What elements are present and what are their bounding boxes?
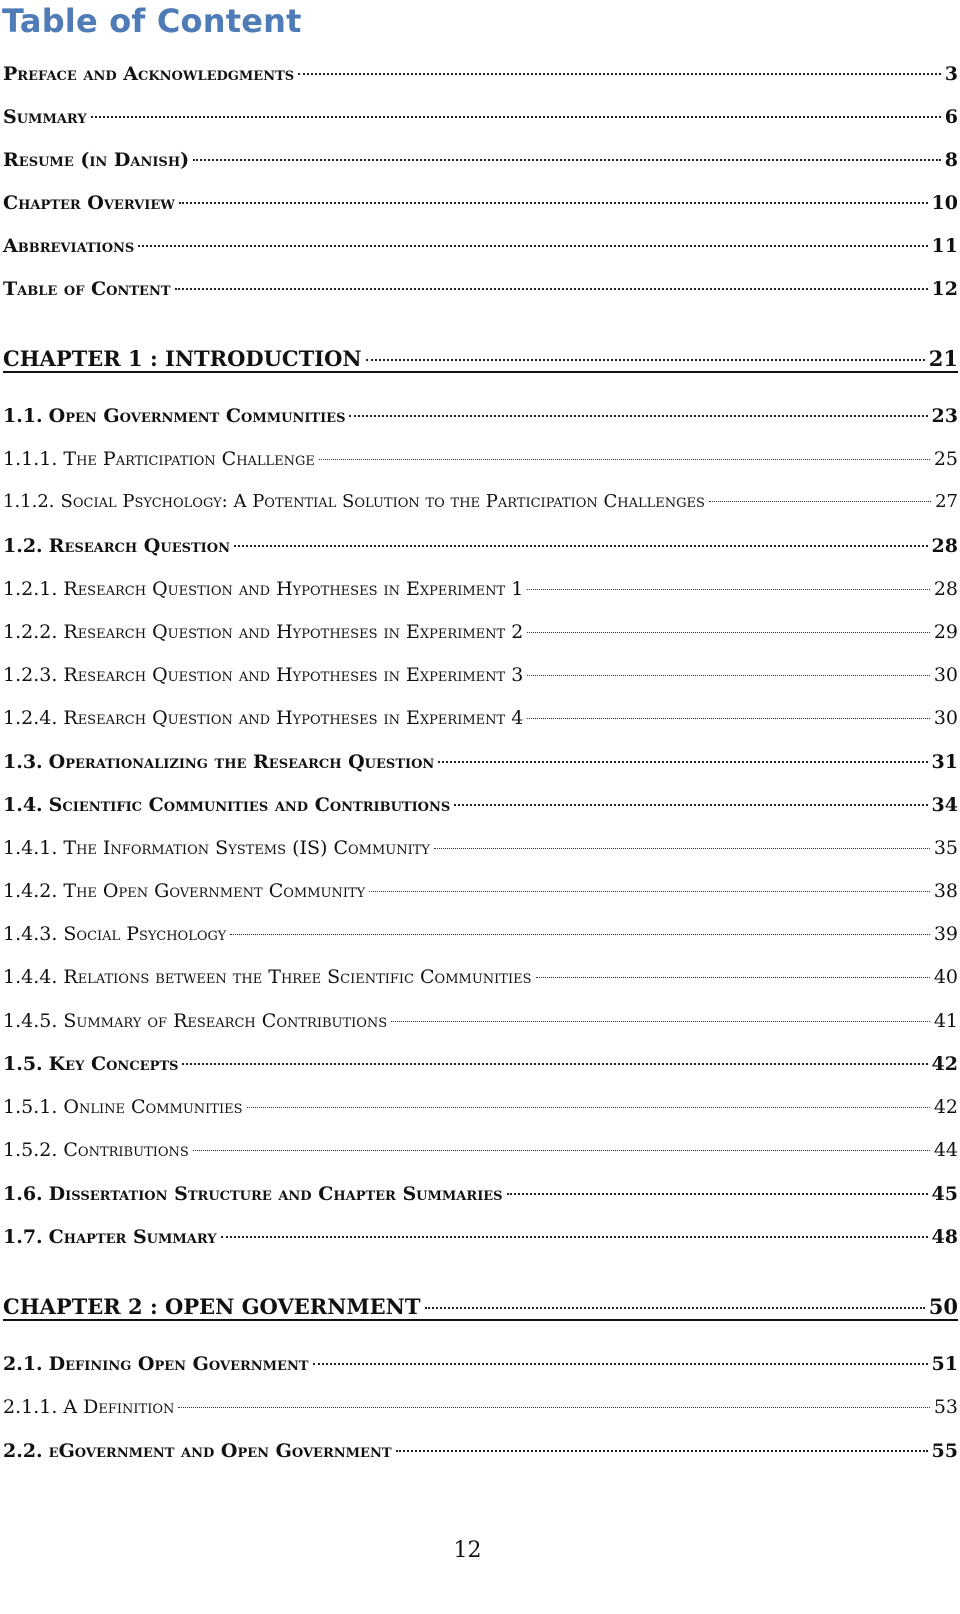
toc-entry-label: Summary of Research Contributions xyxy=(63,1010,388,1032)
dot-leader xyxy=(527,632,929,633)
toc-entry-number: 1.7. xyxy=(3,1226,43,1248)
toc-entry-number: 1.4.1. xyxy=(3,837,58,859)
toc-entry-page: 42 xyxy=(933,1096,958,1118)
toc-entry-page: 51 xyxy=(931,1353,958,1375)
toc-entry-page: 11 xyxy=(931,235,958,257)
toc-entry-page: 23 xyxy=(931,405,958,427)
dot-leader xyxy=(396,1450,928,1452)
toc-subsection-1-1-1[interactable] xyxy=(3,447,958,471)
toc-entry-label: Research Question and Hypotheses in Experiment 2 xyxy=(63,621,524,643)
dot-leader xyxy=(454,804,927,806)
toc-entry-page: 12 xyxy=(931,278,958,300)
toc-section-2-1[interactable] xyxy=(3,1352,958,1376)
dot-leader xyxy=(369,891,930,892)
toc-entry-label: Chapter Summary xyxy=(48,1226,217,1248)
dot-leader xyxy=(527,718,929,719)
toc-entry-number: 1.5.2. xyxy=(3,1139,58,1161)
dot-leader xyxy=(298,73,941,75)
toc-subsection-2-1-1[interactable] xyxy=(3,1395,958,1419)
toc-entry-number: 1.5.1. xyxy=(3,1096,58,1118)
dot-leader xyxy=(247,1107,930,1108)
toc-subsection-1-4-3[interactable] xyxy=(3,922,958,946)
toc-entry-page: 45 xyxy=(931,1183,958,1205)
toc-entry-page: 30 xyxy=(933,707,958,729)
toc-entry-abbreviations[interactable] xyxy=(3,234,958,258)
toc-entry-page: 50 xyxy=(928,1294,958,1319)
dot-leader xyxy=(230,934,930,935)
dot-leader xyxy=(366,359,925,361)
toc-entry-label: Online Communities xyxy=(63,1096,243,1118)
toc-entry-label: Research Question and Hypotheses in Experiment 1 xyxy=(63,578,524,600)
toc-entry-summary[interactable] xyxy=(3,105,958,129)
toc-entry-label: Dissertation Structure and Chapter Summaries xyxy=(48,1183,503,1205)
toc-entry-page: 41 xyxy=(933,1010,958,1032)
dot-leader xyxy=(193,1150,930,1151)
dot-leader xyxy=(178,1407,929,1408)
toc-entry-page: 48 xyxy=(931,1226,958,1248)
toc-subsection-1-5-1[interactable] xyxy=(3,1095,958,1119)
toc-entry-label: eGovernment and Open Government xyxy=(48,1440,392,1462)
toc-entry-page: 27 xyxy=(935,491,958,512)
toc-entry-preface[interactable] xyxy=(3,62,958,86)
toc-chapter-2[interactable] xyxy=(3,1295,958,1321)
toc-entry-number: 1.1.2. xyxy=(3,491,55,512)
toc-entry-number: 2.2. xyxy=(3,1440,43,1462)
toc-entry-number: 1.1. xyxy=(3,405,43,427)
dot-leader xyxy=(193,159,941,161)
toc-entry-label: Scientific Communities and Contributions xyxy=(48,794,451,816)
toc-entry-number: 1.2.2. xyxy=(3,621,58,643)
toc-section-1-6[interactable] xyxy=(3,1182,958,1206)
toc-entry-number: 1.2.4. xyxy=(3,707,58,729)
toc-entry-table-of-content[interactable] xyxy=(3,277,958,301)
toc-entry-number: 1.6. xyxy=(3,1183,43,1205)
toc-subsection-1-4-5[interactable] xyxy=(3,1009,958,1033)
toc-entry-number: 2.1.1. xyxy=(3,1396,58,1418)
toc-entry-page: 25 xyxy=(933,448,958,470)
toc-entry-resume[interactable] xyxy=(3,148,958,172)
toc-entry-page: 35 xyxy=(933,837,958,859)
toc-entry-page: 28 xyxy=(933,578,958,600)
toc-entry-label: Defining Open Government xyxy=(48,1353,309,1375)
toc-entry-label: A Definition xyxy=(63,1396,175,1418)
toc-entry-label: Table of Content xyxy=(3,278,171,300)
toc-entry-page: 28 xyxy=(931,535,958,557)
toc-entry-number: 2.1. xyxy=(3,1353,43,1375)
toc-entry-label: Research Question xyxy=(48,535,230,557)
toc-entry-number: 1.4.4. xyxy=(3,966,58,988)
toc-section-2-2[interactable] xyxy=(3,1439,958,1463)
dot-leader xyxy=(175,288,928,290)
dot-leader xyxy=(221,1236,928,1238)
toc-entry-label: Preface and Acknowledgments xyxy=(3,63,295,85)
toc-entry-page: 55 xyxy=(931,1440,958,1462)
toc-entry-label: Open Government Communities xyxy=(48,405,346,427)
table-of-contents xyxy=(3,0,958,1560)
toc-entry-number: 1.4. xyxy=(3,794,43,816)
dot-leader xyxy=(527,675,929,676)
toc-entry-chapter-overview[interactable] xyxy=(3,191,958,215)
toc-entry-page: 3 xyxy=(944,63,958,85)
toc-entry-page: 38 xyxy=(933,880,958,902)
dot-leader xyxy=(138,245,927,247)
toc-entry-number: 1.4.2. xyxy=(3,880,58,902)
toc-entry-page: 39 xyxy=(933,923,958,945)
toc-entry-page: 42 xyxy=(931,1053,958,1075)
toc-entry-number: 1.1.1. xyxy=(3,448,58,470)
dot-leader xyxy=(709,501,931,502)
toc-entry-label: Resume (in Danish) xyxy=(3,149,190,171)
toc-chapter-1[interactable] xyxy=(3,347,958,373)
toc-section-1-3[interactable] xyxy=(3,750,958,774)
dot-leader xyxy=(234,545,928,547)
dot-leader xyxy=(438,761,927,763)
toc-subsection-1-2-1[interactable] xyxy=(3,577,958,601)
toc-entry-label: Research Question and Hypotheses in Experiment 4 xyxy=(63,707,524,729)
dot-leader xyxy=(507,1193,928,1195)
toc-subsection-1-4-4[interactable] xyxy=(3,965,958,989)
toc-entry-label: Key Concepts xyxy=(48,1053,179,1075)
toc-entry-label: Social Psychology xyxy=(63,923,227,945)
dot-leader xyxy=(425,1307,925,1309)
toc-entry-label: Contributions xyxy=(63,1139,189,1161)
toc-subsection-1-2-2[interactable] xyxy=(3,620,958,644)
dot-leader xyxy=(527,589,929,590)
toc-entry-label: The Information Systems (IS) Community xyxy=(63,837,430,859)
toc-entry-page: 53 xyxy=(933,1396,958,1418)
toc-section-1-7[interactable] xyxy=(3,1225,958,1249)
toc-entry-label: CHAPTER 1 : INTRODUCTION xyxy=(3,346,362,371)
toc-entry-page: 31 xyxy=(931,751,958,773)
toc-entry-page: 21 xyxy=(928,346,958,371)
toc-entry-label: Research Question and Hypotheses in Experiment 3 xyxy=(63,664,524,686)
toc-section-1-2[interactable] xyxy=(3,534,958,558)
toc-entry-label: The Participation Challenge xyxy=(63,448,315,470)
toc-entry-number: 1.4.5. xyxy=(3,1010,58,1032)
toc-section-1-1[interactable] xyxy=(3,404,958,428)
dot-leader xyxy=(391,1021,930,1022)
dot-leader xyxy=(313,1363,928,1365)
toc-entry-page: 44 xyxy=(933,1139,958,1161)
toc-entry-label: Summary xyxy=(3,106,87,128)
toc-entry-number: 1.4.3. xyxy=(3,923,58,945)
toc-entry-label: Relations between the Three Scientific Communities xyxy=(63,966,532,988)
toc-section-1-5[interactable] xyxy=(3,1052,958,1076)
toc-entry-number: 1.2.3. xyxy=(3,664,58,686)
toc-entry-label: Abbreviations xyxy=(3,235,135,257)
toc-entry-page: 10 xyxy=(931,192,958,214)
dot-leader xyxy=(91,116,941,118)
toc-entry-page: 34 xyxy=(931,794,958,816)
toc-entry-number: 1.2. xyxy=(3,535,43,557)
dot-leader xyxy=(319,459,930,460)
page-title: Table of Content xyxy=(2,2,302,40)
toc-subsection-1-1-2[interactable] xyxy=(3,490,958,514)
toc-entry-label: Operationalizing the Research Question xyxy=(48,751,435,773)
toc-entry-page: 8 xyxy=(944,149,958,171)
toc-entry-label: CHAPTER 2 : OPEN GOVERNMENT xyxy=(3,1294,421,1319)
toc-entry-page: 6 xyxy=(944,106,958,128)
dot-leader xyxy=(349,415,927,417)
toc-entry-page: 29 xyxy=(933,621,958,643)
dot-leader xyxy=(536,977,930,978)
dot-leader xyxy=(182,1063,927,1065)
page-number: 12 xyxy=(453,1538,482,1563)
toc-subsection-1-2-3[interactable] xyxy=(3,663,958,687)
toc-section-1-4[interactable] xyxy=(3,793,958,817)
dot-leader xyxy=(434,848,930,849)
toc-entry-label: The Open Government Community xyxy=(63,880,366,902)
toc-subsection-1-4-2[interactable] xyxy=(3,879,958,903)
toc-entry-label: Chapter Overview xyxy=(3,192,175,214)
toc-entry-label: Social Psychology: A Potential Solution to the Participation Challenges xyxy=(60,491,705,512)
toc-subsection-1-4-1[interactable] xyxy=(3,836,958,860)
dot-leader xyxy=(179,202,928,204)
toc-entry-number: 1.2.1. xyxy=(3,578,58,600)
toc-subsection-1-5-2[interactable] xyxy=(3,1138,958,1162)
toc-entry-page: 30 xyxy=(933,664,958,686)
toc-entry-number: 1.3. xyxy=(3,751,43,773)
toc-subsection-1-2-4[interactable] xyxy=(3,706,958,730)
toc-entry-number: 1.5. xyxy=(3,1053,43,1075)
toc-entry-page: 40 xyxy=(933,966,958,988)
